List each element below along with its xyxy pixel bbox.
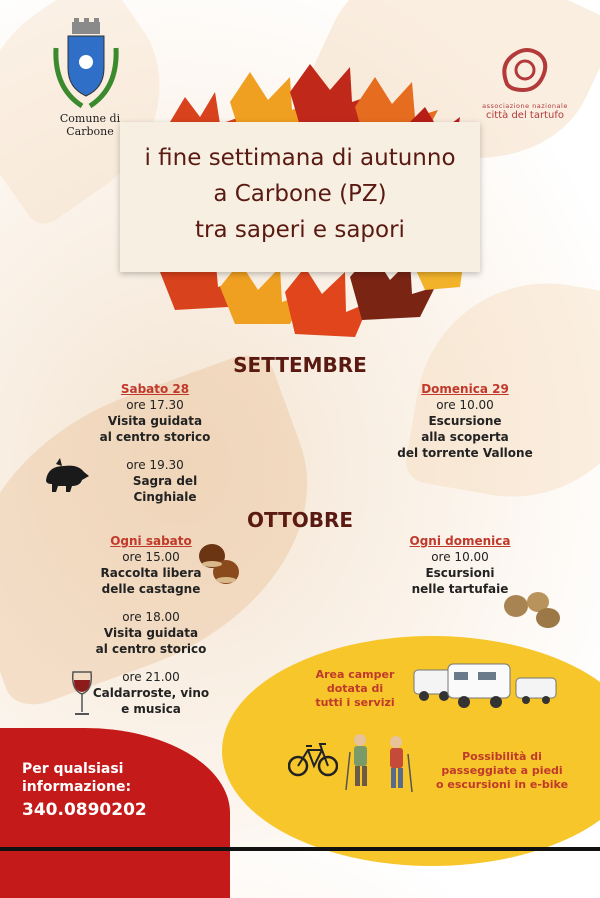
september-sunday-line3: del torrente Vallone: [397, 446, 533, 460]
wine-glass-icon: [70, 670, 94, 722]
title-box: [120, 122, 480, 272]
october-saturday-time1: ore 15.00: [122, 550, 180, 564]
october-heading: OTTOBRE: [246, 508, 354, 532]
october-sunday-time: ore 10.00: [431, 550, 489, 564]
october-sunday: [385, 533, 535, 597]
boar-icon: [42, 458, 90, 498]
october-saturday-activity1-line1: Raccolta libera: [100, 566, 202, 580]
october-saturday-day: Ogni sabato: [110, 534, 192, 548]
contact-info: [22, 760, 147, 819]
walk-text: [432, 750, 572, 792]
september-saturday-activity1-line2: al centro storico: [99, 430, 211, 444]
september-sunday-line2: alla scoperta: [421, 430, 509, 444]
title-line3: tra saperi e sapori: [195, 217, 405, 243]
september-saturday-activity1-line1: Visita guidata: [107, 414, 203, 428]
truffle-city-logo-icon: [497, 44, 553, 96]
comune-label-line1: Comune di: [59, 112, 121, 125]
logo-subtitle: associazione nazionale: [482, 102, 568, 110]
october-sunday-day: Ogni domenica: [409, 534, 511, 548]
camper-line3: tutti i servizi: [315, 696, 395, 709]
contact-line1: Per qualsiasi: [22, 761, 124, 777]
camper-line1: Area camper: [315, 668, 395, 681]
october-saturday-time3: ore 21.00: [122, 670, 180, 684]
september-sunday-day: Domenica 29: [421, 382, 509, 396]
bicycle-icon: [288, 738, 338, 782]
comune-label-line2: Carbone: [66, 125, 114, 138]
title-line2: a Carbone (PZ): [213, 181, 387, 207]
contact-phone[interactable]: 340.0890202: [22, 800, 147, 820]
coat-of-arms-icon: [50, 18, 122, 114]
october-sunday-line1: Escursioni: [425, 566, 495, 580]
september-saturday: [80, 381, 230, 505]
october-saturday-activity2-line2: al centro storico: [95, 642, 207, 656]
walk-line1: Possibilità di: [462, 750, 542, 763]
september-sunday: [390, 381, 540, 461]
camper-area-text: [300, 668, 410, 710]
september-saturday-time2: ore 19.30: [126, 458, 184, 472]
logo-title: città del tartufo: [486, 110, 564, 121]
september-saturday-time1: ore 17.30: [126, 398, 184, 412]
truffle-city-logo: [470, 44, 580, 121]
walk-line3: o escursioni in e-bike: [435, 778, 569, 791]
hiker-icon: [342, 732, 416, 798]
october-saturday-activity1-line2: delle castagne: [101, 582, 201, 596]
chestnut-icon: [196, 540, 242, 592]
camper-line2: dotata di: [326, 682, 384, 695]
september-sunday-time: ore 10.00: [436, 398, 494, 412]
september-heading: SETTEMBRE: [233, 353, 367, 377]
september-saturday-day: Sabato 28: [120, 382, 190, 396]
october-saturday-time2: ore 18.00: [122, 610, 180, 624]
bottom-bar: [0, 847, 600, 851]
october-saturday-activity2-line1: Visita guidata: [103, 626, 199, 640]
october-saturday-activity3-line1: Caldarroste, vino: [92, 686, 210, 700]
contact-line2: informazione:: [22, 779, 132, 795]
camper-icon: [412, 660, 560, 714]
title-line1: i fine settimana di autunno: [144, 145, 456, 171]
walk-line2: passeggiate a piedi: [441, 764, 563, 777]
comune-label: [50, 112, 130, 138]
truffle-icon: [502, 590, 564, 634]
september-saturday-activity2: Sagra del Cinghiale: [132, 474, 198, 504]
october-sunday-line2: nelle tartufaie: [411, 582, 509, 596]
october-saturday-activity3-line2: e musica: [121, 702, 181, 716]
september-sunday-line1: Escursione: [428, 414, 502, 428]
